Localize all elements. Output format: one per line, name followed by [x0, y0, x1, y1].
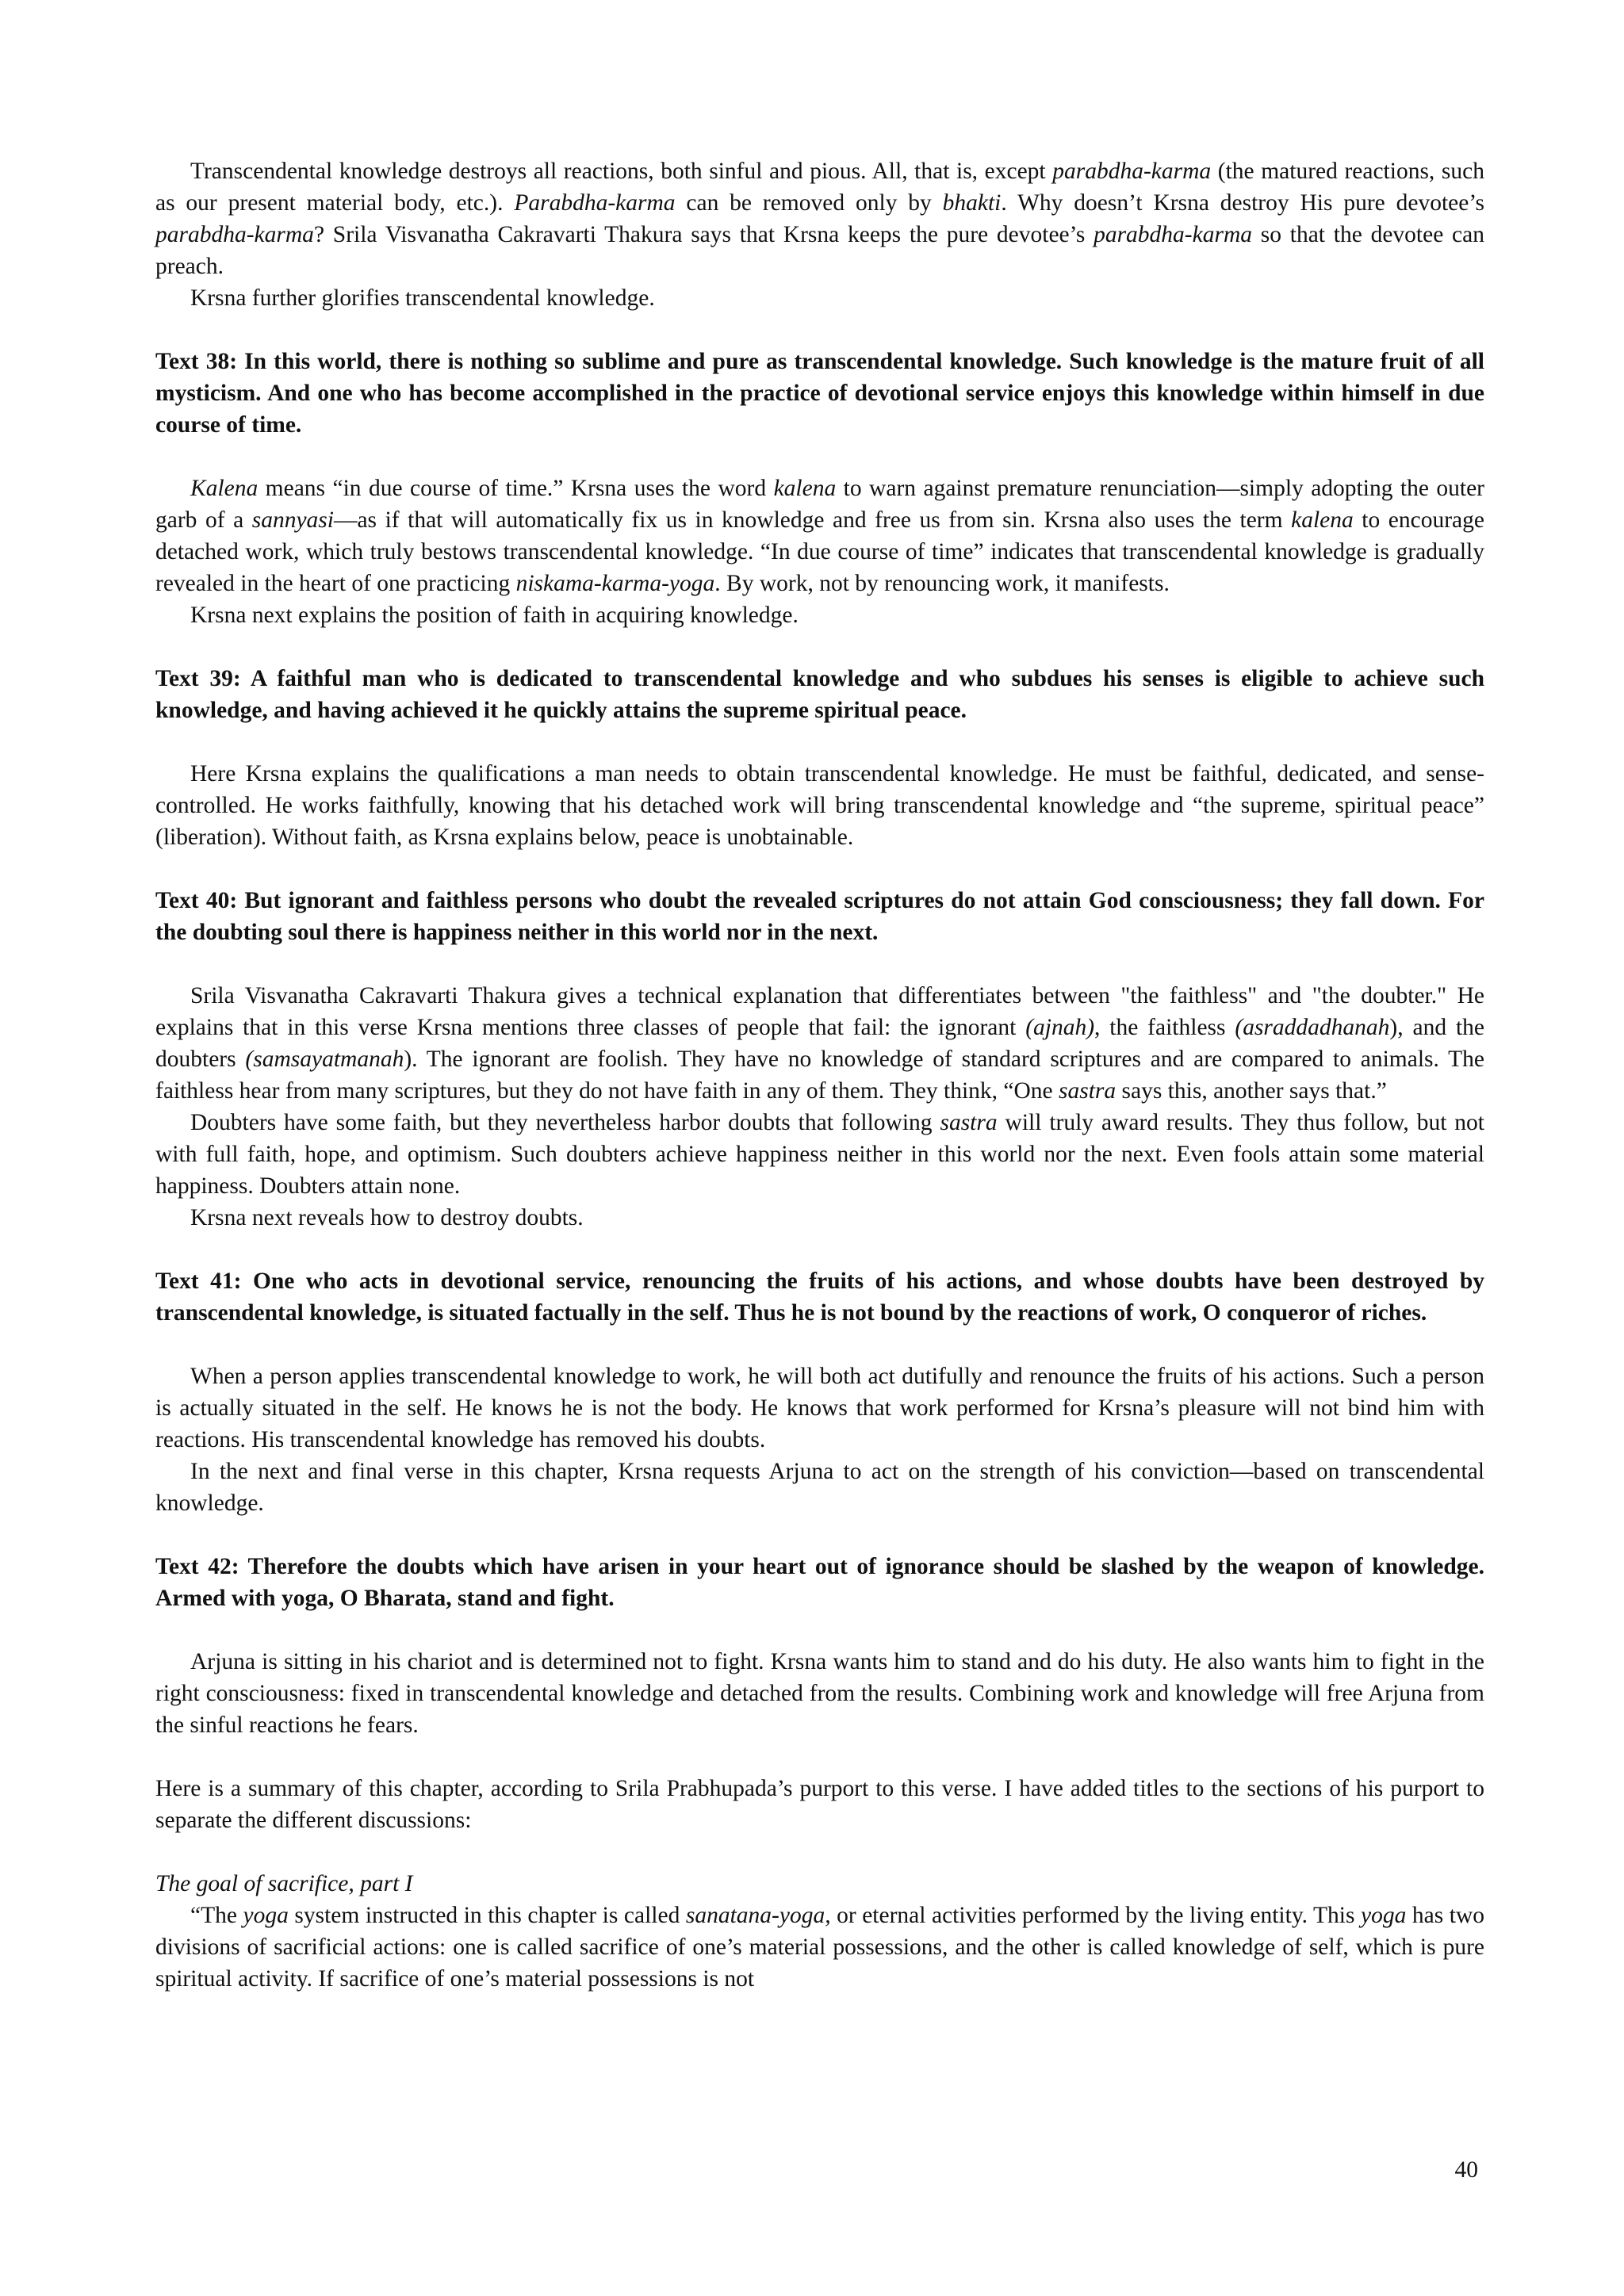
text-run: to encourage detached work, which truly bestows transcendental knowledge. “In due course of time” indicates that transcendental knowledge is gradually revealed in the heart of one practicing: [155, 507, 1484, 596]
verse-text: [155, 1265, 1484, 1329]
italic-term: sanatana-yoga,: [685, 1903, 831, 1928]
paragraph: [155, 758, 1484, 853]
text-run: . Why doesn’t Krsna destroy His pure devotee’s: [1001, 190, 1484, 216]
text-run: Krsna next reveals how to destroy doubts.: [190, 1205, 584, 1230]
text-run: so that the devotee can preach.: [155, 222, 1484, 279]
text-run: Krsna further glorifies transcendental knowledge.: [190, 285, 655, 311]
paragraph: [155, 599, 1484, 631]
paragraph: [155, 1202, 1484, 1234]
italic-term: niskama-karma-yoga: [515, 571, 715, 596]
paragraph: [155, 473, 1484, 599]
text-run: or eternal activities performed by the living entity. This: [830, 1903, 1362, 1928]
paragraph: [155, 155, 1484, 282]
verse-text: [155, 885, 1484, 948]
italic-term: (ajnah): [1025, 1015, 1095, 1040]
paragraph: [155, 1900, 1484, 1995]
paragraph: [155, 1456, 1484, 1519]
text-run: Transcendental knowledge destroys all reactions, both sinful and pious. All, that is, except: [190, 159, 1053, 184]
paragraph: [155, 1646, 1484, 1741]
italic-term: sannyasi: [251, 507, 334, 533]
text-run: Here Krsna explains the qualifications a man needs to obtain transcendental knowledge. He must be faithful, dedicated, and sense-controlled. He works faithfully, knowing that his detached work will bring transcendental knowledge and “the supreme, spiritual peace” (liberation). Without faith, as Krsna explains below, peace is unobtainable.: [155, 761, 1484, 850]
text-run: system instructed in this chapter is called: [288, 1903, 686, 1928]
italic-term: bhakti: [942, 190, 1002, 216]
text-run: will truly award results. They thus follow, but not with full faith, hope, and optimism. Such doubters achieve happiness neither in this world nor the next. Even fools attain some material happiness. Doubters attain none.: [155, 1110, 1484, 1199]
paragraph: [155, 1773, 1484, 1836]
text-run: , the faithless: [1094, 1015, 1235, 1040]
verse-text: [155, 663, 1484, 726]
text-run: Text 42: Therefore the doubts which have arisen in your heart out of ignorance should be slashed by the weapon of knowledge. Armed with yoga, O Bharata, stand and fight.: [155, 1554, 1484, 1611]
verse-text: [155, 346, 1484, 441]
text-run: Arjuna is sitting in his chariot and is determined not to fight. Krsna wants him to stand and do his duty. He also wants him to fight in the right consciousness: fixed in transcendental knowledge and detached from the results. Combining work and knowledge will free Arjuna from the sinful reactions he fears.: [155, 1649, 1484, 1738]
italic-term: Parabdha-karma: [514, 190, 676, 216]
page-number: 40: [1454, 2157, 1478, 2183]
italic-term: (asraddadhanah: [1235, 1015, 1390, 1040]
italic-term: yoga: [243, 1903, 289, 1928]
text-run: Text 39: A faithful man who is dedicated to transcendental knowledge and who subdues his senses is eligible to achieve such knowledge, and having achieved it he quickly attains the supreme spiritual peace.: [155, 666, 1484, 723]
italic-term: yoga: [1361, 1903, 1407, 1928]
italic-term: parabdha-karma: [1052, 159, 1212, 184]
text-run: ), and the doubters: [155, 1015, 1484, 1072]
paragraph: [155, 1360, 1484, 1456]
text-run: When a person applies transcendental knowledge to work, he will both act dutifully and renounce the fruits of his actions. Such a person is actually situated in the self. He knows he is not the body. He knows that work performed for Krsna’s pleasure will not bind him with reactions. His transcendental knowledge has removed his doubts.: [155, 1364, 1484, 1452]
text-run: says this, another says that.”: [1116, 1078, 1387, 1104]
text-run: (the matured reactions, such as our present material body, etc.).: [155, 159, 1484, 216]
paragraph: [155, 980, 1484, 1107]
text-run: —as if that will automatically fix us in knowledge and free us from sin. Krsna also uses the term: [333, 507, 1292, 533]
italic-term: parabdha-karma: [155, 222, 314, 247]
paragraph: [155, 1107, 1484, 1202]
text-run: “The: [190, 1903, 243, 1928]
text-run: Text 40: But ignorant and faithless persons who doubt the revealed scriptures do not attain God consciousness; they fall down. For the doubting soul there is happiness neither in this world nor in the next.: [155, 888, 1484, 945]
text-run: to warn against premature renunciation—simply adopting the outer garb of a: [155, 476, 1484, 533]
text-run: Doubters have some faith, but they nevertheless harbor doubts that following: [190, 1110, 940, 1135]
italic-term: kalena: [773, 476, 837, 501]
italic-term: The goal of sacrifice, part I: [155, 1871, 413, 1896]
text-run: . By work, not by renouncing work, it manifests.: [714, 571, 1170, 596]
text-run: Krsna next explains the position of faith in acquiring knowledge.: [190, 603, 799, 628]
italic-term: Kalena: [190, 476, 259, 501]
body-text: [155, 155, 1484, 1995]
verse-text: [155, 1551, 1484, 1614]
section-heading: [155, 1868, 1484, 1900]
text-run: means “in due course of time.” Krsna uses the word: [258, 476, 774, 501]
text-run: In the next and final verse in this chapter, Krsna requests Arjuna to act on the strength of his conviction—based on transcendental knowledge.: [155, 1459, 1484, 1516]
text-run: ). The ignorant are foolish. They have no knowledge of standard scriptures and are compared to animals. The faithless hear from many scriptures, but they do not have faith in any of them. They think, “One: [155, 1047, 1485, 1104]
paragraph: [155, 282, 1484, 314]
text-run: has two divisions of sacrificial actions: one is called sacrifice of one’s material possessions, and the other is called knowledge of self, which is pure spiritual activity. If sacrifice of one’s material possessions is not: [155, 1903, 1484, 1992]
text-run: ? Srila Visvanatha Cakravarti Thakura says that Krsna keeps the pure devotee’s: [313, 222, 1094, 247]
italic-term: sastra: [940, 1110, 998, 1135]
italic-term: sastra: [1059, 1078, 1116, 1104]
text-run: Text 38: In this world, there is nothing so sublime and pure as transcendental knowledge. Such knowledge is the mature fruit of all mysticism. And one who has become accomplished in the practice of devotional service enjoys this knowledge within himself in due course of time.: [155, 349, 1484, 438]
italic-term: (samsayatmanah: [245, 1047, 404, 1072]
italic-term: kalena: [1291, 507, 1354, 533]
italic-term: parabdha-karma: [1094, 222, 1253, 247]
text-run: Text 41: One who acts in devotional service, renouncing the fruits of his actions, and whose doubts have been destroyed by transcendental knowledge, is situated factually in the self. Thus he is not bound by the reactions of work, O conqueror of riches.: [155, 1269, 1484, 1326]
text-run: Srila Visvanatha Cakravarti Thakura gives a technical explanation that differentiates between "the faithless" and "the doubter." He explains that in this verse Krsna mentions three classes of people that fail: the ignorant: [155, 983, 1484, 1040]
text-run: can be removed only by: [675, 190, 943, 216]
text-run: Here is a summary of this chapter, according to Srila Prabhupada’s purport to this verse. I have added titles to the sections of his purport to separate the different discussions:: [155, 1776, 1484, 1833]
